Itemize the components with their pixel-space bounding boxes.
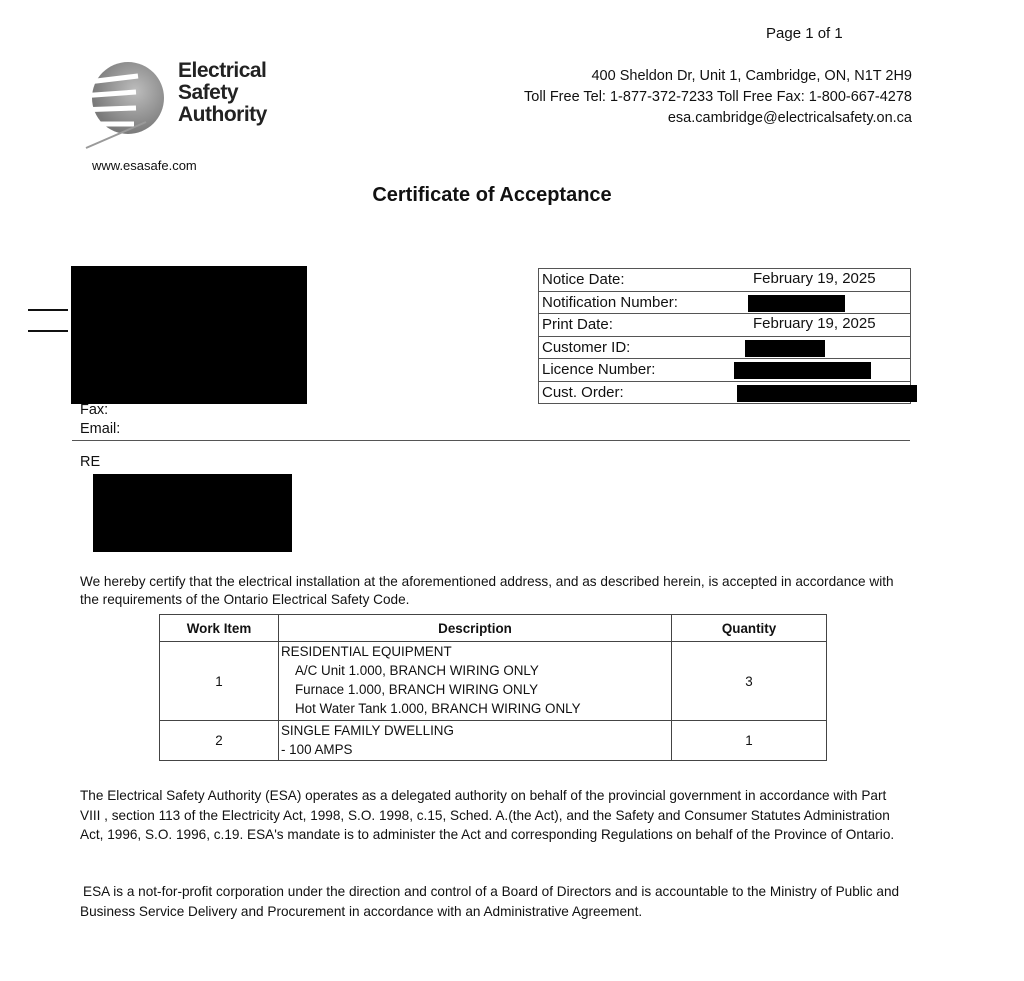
esa-governance-paragraph	[80, 882, 910, 921]
licence-number-cell	[725, 359, 911, 382]
description-line: - 100 AMPS	[281, 742, 353, 757]
cust-order-cell	[725, 381, 911, 404]
fold-mark	[28, 330, 68, 332]
logo-line: Electrical	[178, 59, 267, 82]
certification-statement: We hereby certify that the electrical installation at the aforementioned address, and as described herein, is accepted in accordance with the requirements of the Ontario Electrical Safety Code.	[80, 574, 894, 607]
description-line: A/C Unit 1.000, BRANCH WIRING ONLY	[295, 663, 539, 678]
work-item-description	[279, 721, 672, 761]
description-title: RESIDENTIAL EQUIPMENT	[281, 644, 452, 659]
notification-number-cell	[725, 291, 911, 314]
work-item-number: 2	[160, 721, 279, 761]
divider	[72, 440, 910, 441]
redacted-site-address	[93, 474, 292, 552]
website-url: www.esasafe.com	[92, 158, 197, 173]
customer-id-cell	[725, 336, 911, 359]
redacted-licence-number	[734, 362, 871, 379]
fax-label: Fax:	[80, 402, 109, 418]
phone-line: Toll Free Tel: 1-877-372-7233 Toll Free Fax: 1-800-667-4278	[524, 89, 912, 105]
email-line: esa.cambridge@electricalsafety.on.ca	[667, 110, 912, 126]
document-title: Certificate of Acceptance	[372, 184, 612, 206]
email-label: Email:	[80, 421, 121, 437]
description-title: SINGLE FAMILY DWELLING	[281, 723, 454, 738]
redacted-cust-order	[737, 385, 917, 402]
re-label: RE	[80, 454, 101, 470]
print-date-cell	[725, 314, 911, 337]
cust-order-label: Cust. Order:	[539, 381, 726, 404]
licence-number-label: Licence Number:	[539, 359, 726, 382]
work-item-description	[279, 642, 672, 721]
table-row	[160, 721, 827, 761]
fold-mark	[28, 309, 68, 311]
work-items-table	[159, 614, 827, 761]
page-indicator: Page 1 of 1	[766, 25, 843, 42]
print-date-value: February 19, 2025	[753, 315, 876, 332]
table-row	[160, 642, 827, 721]
table-row	[539, 269, 911, 292]
redacted-recipient-address	[71, 266, 307, 404]
redacted-customer-id	[745, 340, 825, 357]
notification-number-label: Notification Number:	[539, 291, 726, 314]
address-line: 400 Sheldon Dr, Unit 1, Cambridge, ON, N1T 2H9	[591, 68, 912, 84]
description-line: Hot Water Tank 1.000, BRANCH WIRING ONLY	[295, 701, 581, 716]
table-header-row	[160, 615, 827, 642]
redacted-notification-number	[748, 295, 845, 312]
header-description: Description	[279, 615, 672, 642]
office-address-block	[524, 66, 912, 129]
description-line: Furnace 1.000, BRANCH WIRING ONLY	[295, 682, 539, 697]
work-item-quantity: 3	[672, 642, 827, 721]
table-row	[539, 336, 911, 359]
work-item-quantity: 1	[672, 721, 827, 761]
header-quantity: Quantity	[672, 615, 827, 642]
header-work-item: Work Item	[160, 615, 279, 642]
governance-text: ESA is a not-for-profit corporation under the direction and control of a Board of Directors and is accountable to the Ministry of Public and Business Service Delivery and Procurement in accordance with an Administrative Agreement.	[80, 884, 900, 919]
notice-date-cell	[725, 269, 911, 292]
table-row	[539, 381, 911, 404]
logo-line: Safety	[178, 81, 239, 104]
table-row	[539, 291, 911, 314]
table-row	[539, 359, 911, 382]
logo-line: Authority	[178, 103, 267, 126]
esa-logo-icon	[66, 52, 170, 156]
esa-logo-wordmark	[178, 60, 267, 126]
notice-date-value: February 19, 2025	[753, 270, 876, 287]
customer-id-label: Customer ID:	[539, 336, 726, 359]
esa-authority-paragraph: The Electrical Safety Authority (ESA) operates as a delegated authority on behalf of the provincial government in accordance with Part VIII , section 113 of the Electricity Act, 1998, S.O. 1998, c.15, Sched. A.(the Act), and the Safety and Consumer Statutes Administration Act, 1996, S.O. 1996, c.19. ESA's mandate is to administer the Act and corresponding Regulations on behalf of the Province of Ontario.	[80, 788, 895, 842]
print-date-label: Print Date:	[539, 314, 726, 337]
work-item-number: 1	[160, 642, 279, 721]
notice-info-table	[538, 268, 911, 404]
table-row	[539, 314, 911, 337]
notice-date-label: Notice Date:	[539, 269, 726, 292]
